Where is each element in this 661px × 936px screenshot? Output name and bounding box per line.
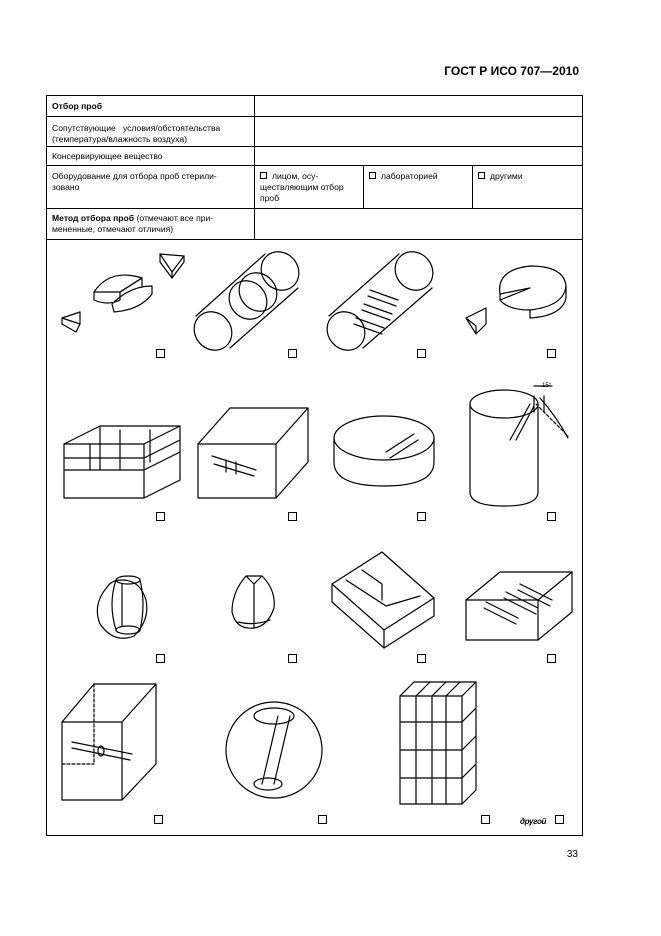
method-checkbox-6[interactable]	[288, 512, 297, 521]
sphere-diagonal-bore-figure	[226, 702, 322, 798]
equipment-label-line2: зовано	[52, 182, 80, 192]
method-label-line2: мененные, отмечают отличия)	[52, 224, 174, 234]
cylinder-ring-figure	[186, 244, 306, 358]
low-cylinder-bore-figure	[334, 416, 434, 486]
layered-box-figure	[64, 426, 180, 498]
method-checkbox-2[interactable]	[288, 349, 297, 358]
method-label-rest: (отмечают все при-	[134, 213, 214, 223]
method-checkbox-11[interactable]	[417, 654, 426, 663]
method-checkbox-8[interactable]	[547, 512, 556, 521]
option-others-label: другими	[490, 171, 523, 181]
stacked-blocks-figure	[400, 682, 476, 804]
method-checkbox-3[interactable]	[417, 349, 426, 358]
option-sampler-line3: проб	[260, 193, 280, 203]
half-round-piece-figure	[232, 576, 274, 628]
document-header: ГОСТ Р ИСО 707—2010	[444, 64, 579, 78]
option-sampler-line2: ществляющим отбор	[260, 182, 344, 192]
tilted-box-figure	[332, 552, 434, 648]
block-bores-figure	[198, 408, 308, 498]
page-number: 33	[566, 849, 578, 860]
method-checkbox-5[interactable]	[156, 512, 165, 521]
method-checkbox-4[interactable]	[547, 349, 556, 358]
option-laboratory-label: лабораторией	[381, 171, 438, 181]
method-checkbox-15[interactable]	[481, 815, 490, 824]
tall-cylinder-angle-figure	[470, 386, 568, 506]
method-checkbox-12[interactable]	[547, 654, 556, 663]
block-three-bores-figure	[466, 572, 572, 640]
wheel-wedge-figure	[466, 266, 566, 334]
preservative-label: Консервирующее вещество	[52, 151, 163, 161]
option-sampler-line1: лицом, осу-	[272, 171, 319, 181]
method-label-bold: Метод отбора проб	[52, 213, 135, 223]
sampling-label: Отбор проб	[52, 101, 103, 111]
angle-label: 15°	[542, 383, 552, 389]
cube-bore-figure	[62, 684, 156, 800]
cheese-wedges-figure	[62, 254, 184, 332]
method-checkbox-13[interactable]	[154, 815, 163, 824]
conditions-label-line2: (температура/влажность воздуха)	[52, 134, 187, 144]
method-checkbox-14[interactable]	[318, 815, 327, 824]
conditions-label-line1: Сопутствующие условия/обстоятельства	[52, 123, 221, 133]
other-method-label: другой	[520, 817, 547, 826]
method-checkbox-10[interactable]	[288, 654, 297, 663]
equipment-label-line1: Оборудование для отбора проб стерили-	[52, 171, 217, 181]
method-checkbox-7[interactable]	[417, 512, 426, 521]
cylinder-bores-figure	[319, 244, 440, 358]
method-checkbox-1[interactable]	[156, 349, 165, 358]
sphere-bore-figure	[97, 576, 146, 638]
method-checkbox-9[interactable]	[156, 654, 165, 663]
method-checkbox-other[interactable]	[555, 815, 564, 824]
